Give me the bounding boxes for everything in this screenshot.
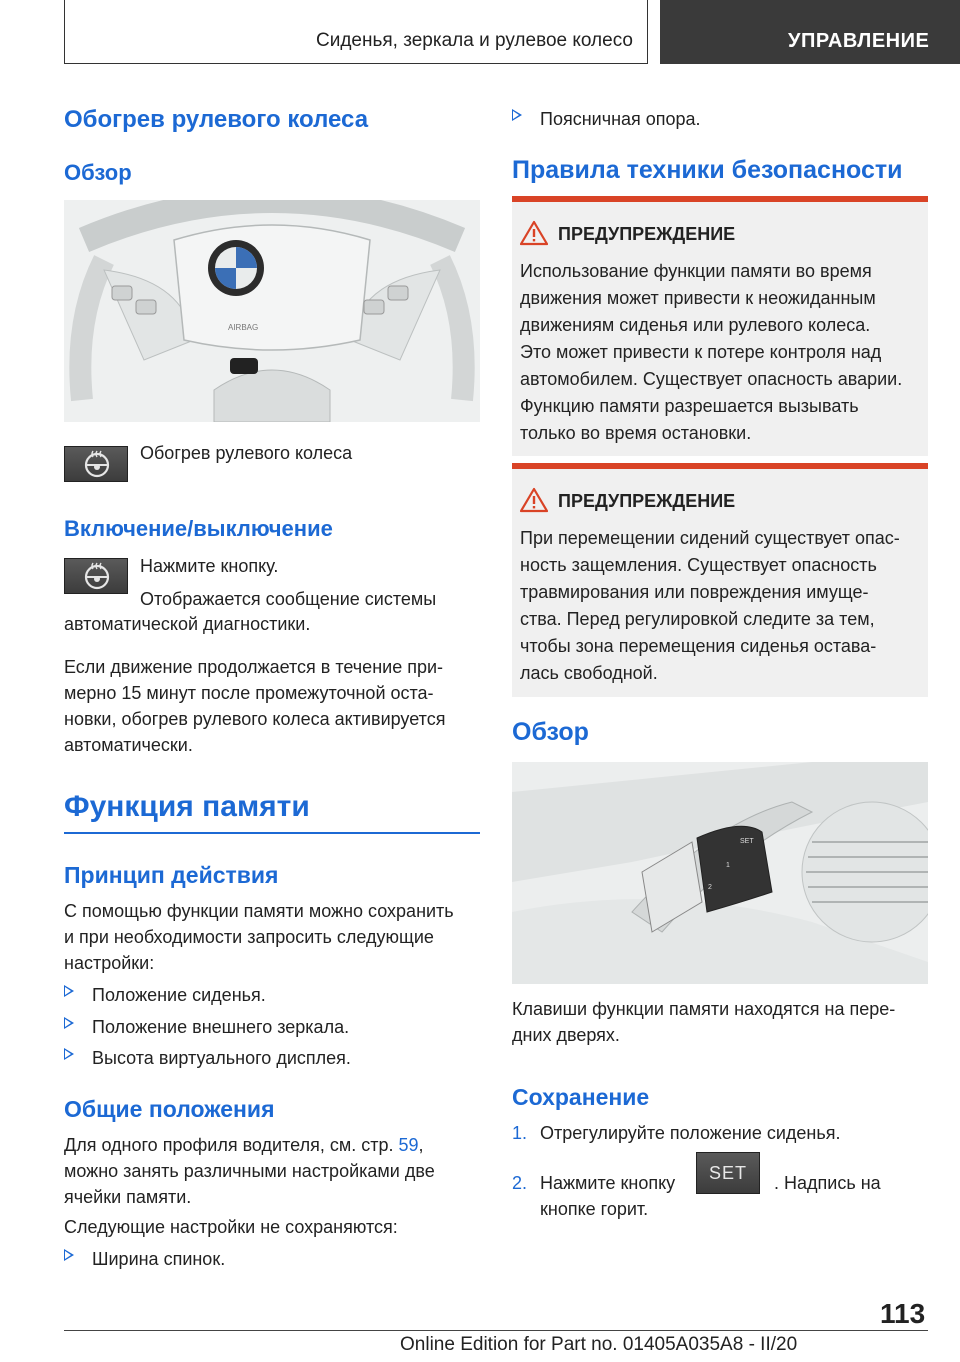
door-button-set: SET xyxy=(740,838,754,845)
set-button-icon xyxy=(696,1152,760,1194)
auto-activation-paragraph xyxy=(64,654,484,758)
overview-heading-right: Обзор xyxy=(512,718,589,746)
bullet-item xyxy=(64,1014,349,1040)
footer-rule xyxy=(64,1330,928,1331)
paragraph-line: С помощью функции памяти можно сохранить xyxy=(64,901,454,921)
not-saved-text: Следующие настройки не сохраняются: xyxy=(64,1217,398,1237)
page-reference-link[interactable]: 59 xyxy=(398,1135,419,1155)
header-section-box xyxy=(64,0,648,64)
warning-line: ства. Перед регулировкой следите за тем, xyxy=(520,609,875,629)
general-paragraph xyxy=(64,1132,484,1210)
paragraph-line xyxy=(64,1132,484,1158)
warning-title: ПРЕДУПРЕЖДЕНИЕ xyxy=(558,491,736,511)
warning-line: чтобы зона перемещения сиденья остава- xyxy=(520,636,877,656)
warning-line: движениям сиденья или рулевого колеса. xyxy=(520,315,871,335)
principle-heading: Принцип действия xyxy=(64,862,279,888)
warning-box-2 xyxy=(512,463,928,697)
warning-title: ПРЕДУПРЕЖДЕНИЕ xyxy=(558,224,736,244)
bullet-text: Ширина спинок. xyxy=(92,1249,226,1269)
bullet-item xyxy=(64,1045,351,1071)
bullet-item xyxy=(512,106,701,132)
heated-wheel-button-icon-2 xyxy=(64,558,128,594)
airbag-label: AIRBAG xyxy=(228,323,259,332)
door-button-2: 2 xyxy=(708,884,712,891)
bullet-text: Поясничная опора. xyxy=(540,109,701,129)
general-heading: Общие положения xyxy=(64,1096,275,1122)
press-button-text: Нажмите кнопку. xyxy=(140,556,279,576)
bullet-text: Положение сиденья. xyxy=(92,985,266,1005)
step-number: 2. xyxy=(512,1173,528,1193)
triangle-bullet-icon xyxy=(512,109,522,121)
page-number: 113 xyxy=(880,1298,926,1329)
warning-box-1 xyxy=(512,196,928,456)
heated-wheel-button-icon xyxy=(64,446,128,482)
paragraph-line: Если движение продолжается в течение при- xyxy=(64,657,444,677)
message-line-2: автоматической диагностики. xyxy=(64,614,311,634)
message-line-1: Отображается сообщение системы xyxy=(140,589,437,609)
warning-line: лась свободной. xyxy=(520,663,658,683)
header-section-title: Сиденья, зеркала и рулевое колесо xyxy=(316,30,633,51)
warning-line: автомобилем. Существует опасность аварии. xyxy=(520,369,903,389)
text-fragment: Для одного профиля водителя, см. стр. xyxy=(64,1135,394,1155)
heated-steering-wheel-icon xyxy=(65,559,129,595)
paragraph-line: дних дверях. xyxy=(512,1025,620,1045)
warning-triangle-icon xyxy=(520,220,548,246)
bullet-text: Положение внешнего зеркала. xyxy=(92,1017,350,1037)
save-heading: Сохранение xyxy=(512,1084,650,1110)
heated-wheel-caption: Обогрев рулевого колеса xyxy=(140,443,353,463)
paragraph-line: Клавиши функции памяти находятся на пере- xyxy=(512,999,896,1019)
step-1 xyxy=(512,1120,841,1146)
paragraph-line: новки, обогрев рулевого колеса активируется xyxy=(64,709,446,729)
step-text: кнопке горит. xyxy=(540,1199,649,1219)
triangle-bullet-icon xyxy=(64,1017,74,1029)
set-label: SET xyxy=(708,1162,747,1183)
onoff-heading: Включение/выключение xyxy=(64,516,333,541)
step-text: Нажмите кнопку xyxy=(540,1173,676,1193)
step-text: Отрегулируйте положение сиденья. xyxy=(540,1123,841,1143)
heated-steering-wheel-icon xyxy=(65,447,129,483)
triangle-bullet-icon xyxy=(64,1048,74,1060)
triangle-bullet-icon xyxy=(64,1249,74,1261)
paragraph-line: и при необходимости запросить следующие xyxy=(64,927,434,947)
door-panel-illustration xyxy=(512,762,928,984)
warning-line: только во время остановки. xyxy=(520,423,752,443)
paragraph-line: можно занять различными настройками две xyxy=(64,1161,435,1181)
warning-line: травмирования или повреждения имуще- xyxy=(520,582,869,602)
bullet-item xyxy=(64,1246,225,1272)
steering-wheel-image xyxy=(64,200,480,422)
warning-text xyxy=(520,258,924,447)
warning-line: Это может привести к потере контроля над xyxy=(520,342,882,362)
keys-location-paragraph xyxy=(512,996,932,1048)
step-number: 1. xyxy=(512,1123,528,1143)
title-underline xyxy=(64,832,480,834)
warning-line: движения может привести к неожиданным xyxy=(520,288,876,308)
warning-text xyxy=(520,525,924,687)
overview-heading-left: Обзор xyxy=(64,160,132,185)
paragraph-line: ячейки памяти. xyxy=(64,1187,192,1207)
paragraph-line: настройки: xyxy=(64,953,155,973)
header-chapter-box xyxy=(660,0,960,64)
warning-line: При перемещении сидений существует опас- xyxy=(520,528,900,548)
paragraph-line: мерно 15 минут после промежуточной оста- xyxy=(64,683,434,703)
memory-function-title: Функция памяти xyxy=(64,790,310,823)
triangle-bullet-icon xyxy=(64,985,74,997)
door-memory-buttons-image xyxy=(512,762,928,984)
text-fragment: , xyxy=(418,1135,424,1155)
paragraph-line: автоматически. xyxy=(64,735,193,755)
steering-wheel-illustration xyxy=(64,200,480,422)
header-chapter-title: УПРАВЛЕНИЕ xyxy=(788,30,930,52)
warning-triangle-icon xyxy=(520,487,548,513)
warning-line: Функцию памяти разрешается вызывать xyxy=(520,396,859,416)
door-button-1: 1 xyxy=(726,862,730,869)
principle-paragraph xyxy=(64,898,484,976)
warning-line: ность защемления. Существует опасность xyxy=(520,555,877,575)
bullet-text: Высота виртуального дисплея. xyxy=(92,1048,351,1068)
bullet-item xyxy=(64,982,266,1008)
warning-line: Использование функции памяти во время xyxy=(520,261,872,281)
safety-heading: Правила техники безопасности xyxy=(512,156,903,184)
footer-edition: Online Edition for Part no. 01405A035A8 - II/20 xyxy=(400,1334,798,1355)
step-text: . Надпись на xyxy=(774,1173,881,1193)
section-title-heated-wheel: Обогрев рулевого колеса xyxy=(64,106,369,133)
